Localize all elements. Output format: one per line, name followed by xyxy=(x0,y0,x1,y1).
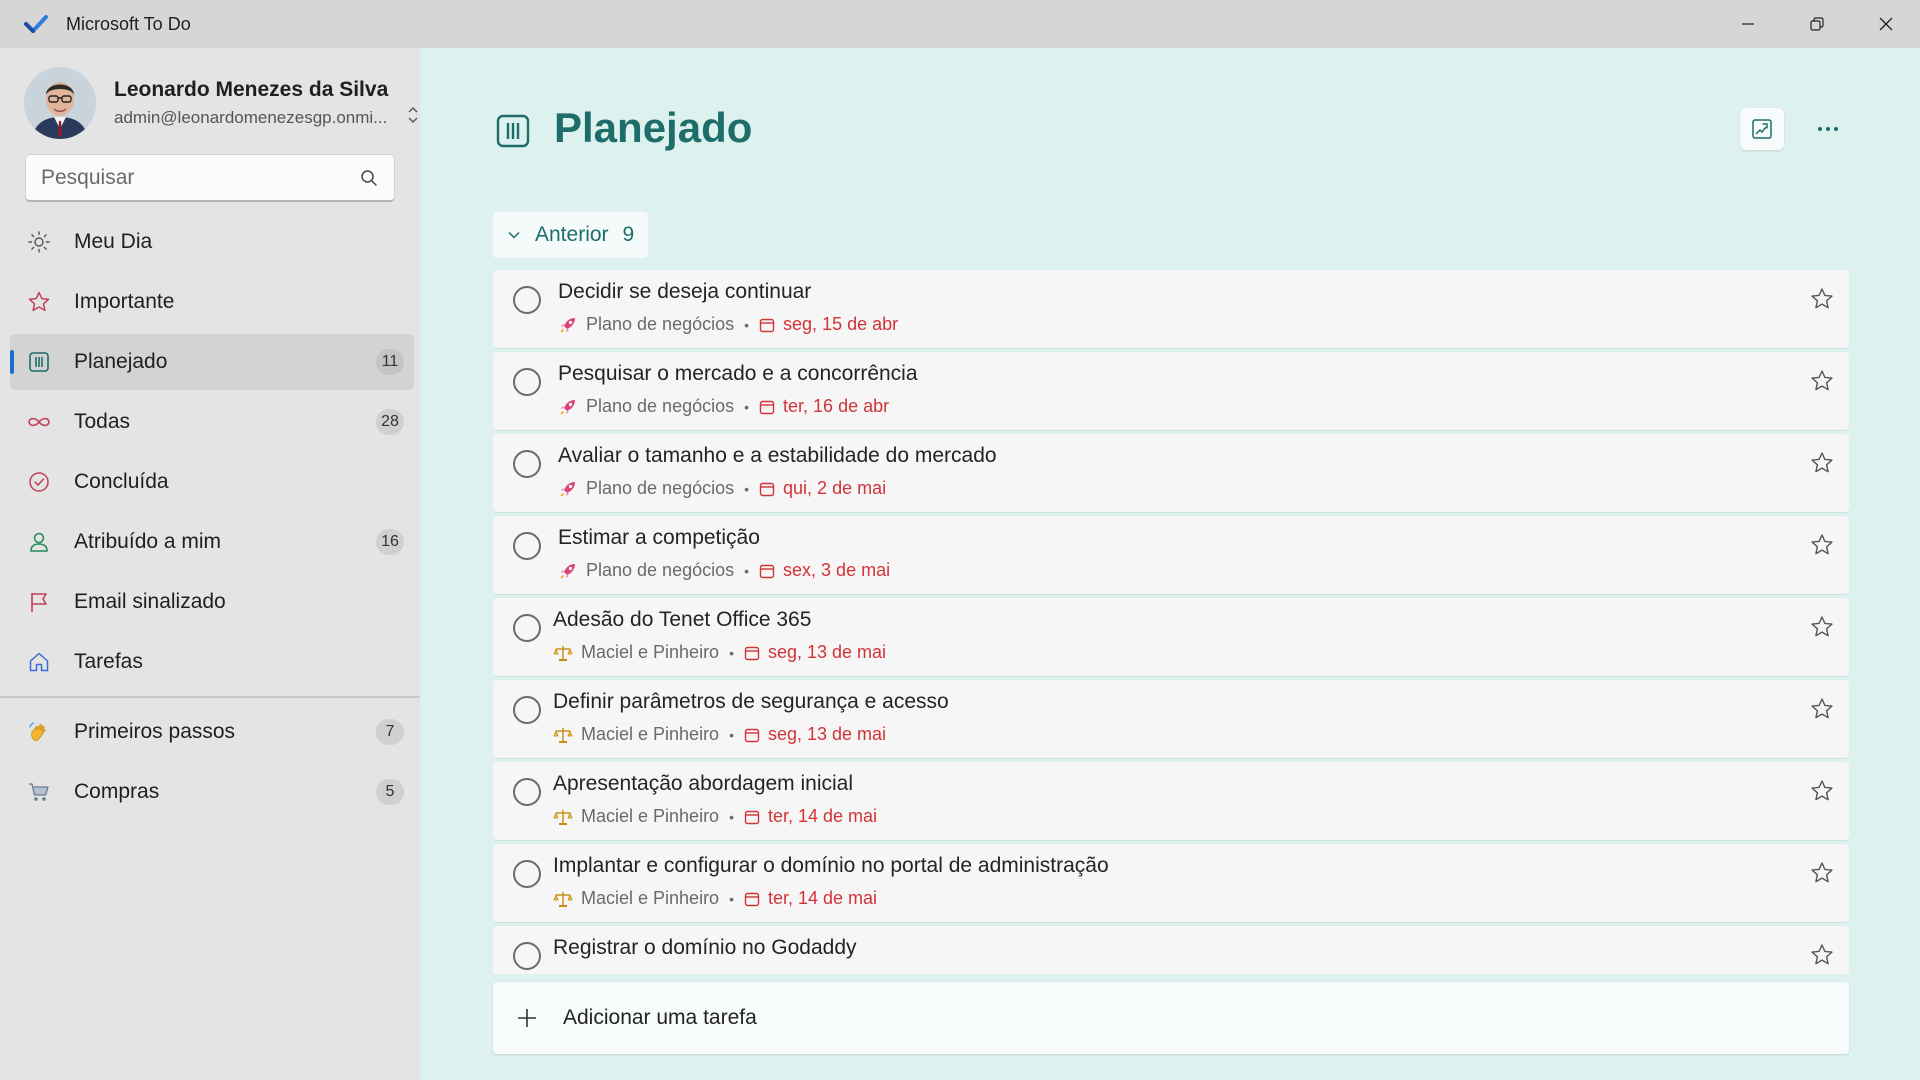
task-title: Avaliar o tamanho e a estabilidade do mercado xyxy=(558,444,997,467)
complete-checkbox[interactable] xyxy=(513,942,541,970)
plus-icon xyxy=(515,1006,539,1030)
sidebar-item-label: Email sinalizado xyxy=(74,590,226,613)
rocket-icon xyxy=(558,315,578,335)
separator-dot: • xyxy=(729,808,734,825)
task-row[interactable] xyxy=(493,434,1849,512)
page-title: Planejado xyxy=(554,104,753,151)
complete-checkbox[interactable] xyxy=(513,532,541,560)
task-meta xyxy=(553,724,886,745)
sidebar-item-meu-dia[interactable] xyxy=(10,214,414,270)
infinity-icon xyxy=(26,409,52,435)
sidebar-item-label: Importante xyxy=(74,290,175,313)
scales-icon xyxy=(553,889,573,909)
calendar-icon xyxy=(759,399,775,415)
add-task-label: Adicionar uma tarefa xyxy=(563,1006,757,1029)
scales-icon xyxy=(553,643,573,663)
separator-dot: • xyxy=(744,316,750,333)
separator-dot: • xyxy=(729,726,734,743)
sidebar-item-label: Planejado xyxy=(74,350,168,373)
avatar xyxy=(24,67,96,139)
app-title: Microsoft To Do xyxy=(66,13,191,34)
search-input[interactable] xyxy=(26,166,346,190)
count-badge: 5 xyxy=(376,779,404,805)
star-icon[interactable] xyxy=(1809,942,1835,968)
sidebar-item-atribuido-a-mim[interactable] xyxy=(10,514,414,570)
task-title: Apresentação abordagem inicial xyxy=(553,772,854,795)
star-icon[interactable] xyxy=(1809,778,1835,804)
task-title: Decidir se deseja continuar xyxy=(558,280,812,303)
avatar-photo-icon xyxy=(24,67,96,139)
calendar-icon xyxy=(744,727,760,743)
star-icon[interactable] xyxy=(1809,860,1835,886)
complete-checkbox[interactable] xyxy=(513,286,541,314)
sidebar-item-label: Todas xyxy=(74,410,131,433)
sidebar-item-primeiros-passos[interactable] xyxy=(10,704,414,760)
task-title: Adesão do Tenet Office 365 xyxy=(553,608,812,631)
task-row[interactable] xyxy=(493,762,1849,840)
rocket-icon xyxy=(558,397,578,417)
close-icon xyxy=(1878,16,1894,32)
add-task-input[interactable] xyxy=(493,982,1849,1054)
complete-checkbox[interactable] xyxy=(513,696,541,724)
task-row[interactable] xyxy=(493,680,1849,758)
restore-button[interactable] xyxy=(1782,0,1851,48)
title-bar xyxy=(0,0,1920,48)
minimize-button[interactable] xyxy=(1713,0,1782,48)
task-list-name: Maciel e Pinheiro xyxy=(581,888,720,908)
calendar-grid-icon xyxy=(26,349,52,375)
sidebar-item-tarefas[interactable] xyxy=(10,634,414,690)
task-meta xyxy=(553,642,886,663)
count-badge: 11 xyxy=(376,349,404,375)
sidebar-item-concluida[interactable] xyxy=(10,454,414,510)
sidebar-nav xyxy=(10,214,414,824)
count-badge: 7 xyxy=(376,719,404,745)
task-meta xyxy=(553,806,877,827)
minimize-icon xyxy=(1740,16,1756,32)
task-list-name: Plano de negócios xyxy=(586,314,735,334)
scales-icon xyxy=(553,725,573,745)
calendar-grid-icon xyxy=(496,114,530,148)
separator-dot: • xyxy=(729,890,734,907)
task-meta xyxy=(558,314,898,335)
separator-dot: • xyxy=(729,644,734,661)
task-list-name: Maciel e Pinheiro xyxy=(581,724,720,744)
task-meta xyxy=(553,888,877,909)
complete-checkbox[interactable] xyxy=(513,614,541,642)
main-panel xyxy=(420,48,1920,1080)
star-icon[interactable] xyxy=(1809,368,1835,394)
task-title: Pesquisar o mercado e a concorrência xyxy=(558,362,918,385)
close-button[interactable] xyxy=(1851,0,1920,48)
star-icon[interactable] xyxy=(1809,286,1835,312)
sidebar-item-label: Concluída xyxy=(74,470,169,493)
separator-dot: • xyxy=(744,562,750,579)
account-switcher[interactable] xyxy=(24,66,420,140)
check-circle-icon xyxy=(26,469,52,495)
star-icon[interactable] xyxy=(1809,614,1835,640)
star-icon xyxy=(26,289,52,315)
task-due-date: ter, 16 de abr xyxy=(783,396,890,416)
sidebar-item-label: Tarefas xyxy=(74,650,143,673)
calendar-icon xyxy=(759,317,775,333)
calendar-icon xyxy=(759,481,775,497)
flag-icon xyxy=(26,589,52,615)
task-row[interactable] xyxy=(493,516,1849,594)
scales-icon xyxy=(553,807,573,827)
task-row[interactable] xyxy=(493,926,1849,974)
suggestions-button[interactable] xyxy=(1740,108,1784,150)
sidebar-item-label: Primeiros passos xyxy=(74,720,236,743)
task-due-date: sex, 3 de mai xyxy=(783,560,891,580)
task-due-date: ter, 14 de mai xyxy=(767,888,878,908)
task-row[interactable] xyxy=(493,844,1849,922)
person-icon xyxy=(26,529,52,555)
sidebar-divider xyxy=(0,696,424,698)
profile-name: Leonardo Menezes da Silva xyxy=(114,78,389,101)
sidebar xyxy=(0,48,420,1080)
task-due-date: qui, 2 de mai xyxy=(783,478,887,498)
star-icon[interactable] xyxy=(1809,696,1835,722)
chevron-down-icon xyxy=(507,228,521,242)
task-title: Estimar a competição xyxy=(558,526,760,549)
complete-checkbox[interactable] xyxy=(513,860,541,888)
complete-checkbox[interactable] xyxy=(513,368,541,396)
group-count: 9 xyxy=(622,223,635,246)
sidebar-item-compras[interactable] xyxy=(10,764,414,820)
sidebar-item-todas[interactable] xyxy=(10,394,414,450)
task-title: Registrar o domínio no Godaddy xyxy=(553,936,857,959)
task-list-name: Plano de negócios xyxy=(586,560,735,580)
task-due-date: seg, 13 de mai xyxy=(767,724,887,744)
restore-icon xyxy=(1809,16,1825,32)
sidebar-item-email-sinalizado[interactable] xyxy=(10,574,414,630)
star-icon[interactable] xyxy=(1809,450,1835,476)
calendar-icon xyxy=(744,645,760,661)
task-row[interactable] xyxy=(493,598,1849,676)
count-badge: 28 xyxy=(376,409,404,435)
waving-hand-icon xyxy=(26,719,52,745)
todo-logo-icon xyxy=(22,10,50,38)
cart-icon xyxy=(26,779,52,805)
task-row[interactable] xyxy=(493,270,1849,348)
task-meta xyxy=(558,560,890,581)
profile-email: admin@leonardomenezesgp.onmi... xyxy=(114,108,388,127)
sidebar-item-planejado[interactable] xyxy=(10,334,414,390)
separator-dot: • xyxy=(744,398,750,415)
search-icon[interactable] xyxy=(360,169,378,187)
group-header-anterior[interactable] xyxy=(493,212,648,258)
task-list-name: Plano de negócios xyxy=(586,396,735,416)
home-icon xyxy=(26,649,52,675)
sidebar-item-label: Atribuído a mim xyxy=(74,530,222,553)
rocket-icon xyxy=(558,479,578,499)
count-badge: 16 xyxy=(376,529,404,555)
more-horizontal-icon xyxy=(1816,125,1840,133)
suggestions-icon xyxy=(1751,118,1773,140)
task-title: Implantar e configurar o domínio no portal de administração xyxy=(553,854,1109,877)
task-title: Definir parâmetros de segurança e acesso xyxy=(553,690,949,713)
star-icon[interactable] xyxy=(1809,532,1835,558)
calendar-icon xyxy=(759,563,775,579)
task-meta xyxy=(558,478,886,499)
chevron-up-down-icon xyxy=(406,104,420,126)
task-row[interactable] xyxy=(493,352,1849,430)
task-list xyxy=(493,270,1849,974)
more-options-button[interactable] xyxy=(1806,108,1850,150)
task-due-date: seg, 13 de mai xyxy=(767,642,887,662)
sidebar-item-importante[interactable] xyxy=(10,274,414,330)
search-box xyxy=(25,154,395,202)
task-due-date: ter, 14 de mai xyxy=(767,806,878,826)
calendar-icon xyxy=(744,891,760,907)
task-list-name: Maciel e Pinheiro xyxy=(581,806,720,826)
task-list-name: Plano de negócios xyxy=(586,478,735,498)
complete-checkbox[interactable] xyxy=(513,778,541,806)
sidebar-item-label: Compras xyxy=(74,780,160,803)
window-controls xyxy=(1713,0,1920,48)
sun-icon xyxy=(26,229,52,255)
task-list-name: Maciel e Pinheiro xyxy=(581,642,720,662)
task-meta xyxy=(558,396,889,417)
task-due-date: seg, 15 de abr xyxy=(783,314,899,334)
complete-checkbox[interactable] xyxy=(513,450,541,478)
separator-dot: • xyxy=(744,480,750,497)
group-label: Anterior xyxy=(535,223,609,246)
sidebar-item-label: Meu Dia xyxy=(74,230,153,253)
calendar-icon xyxy=(744,809,760,825)
rocket-icon xyxy=(558,561,578,581)
